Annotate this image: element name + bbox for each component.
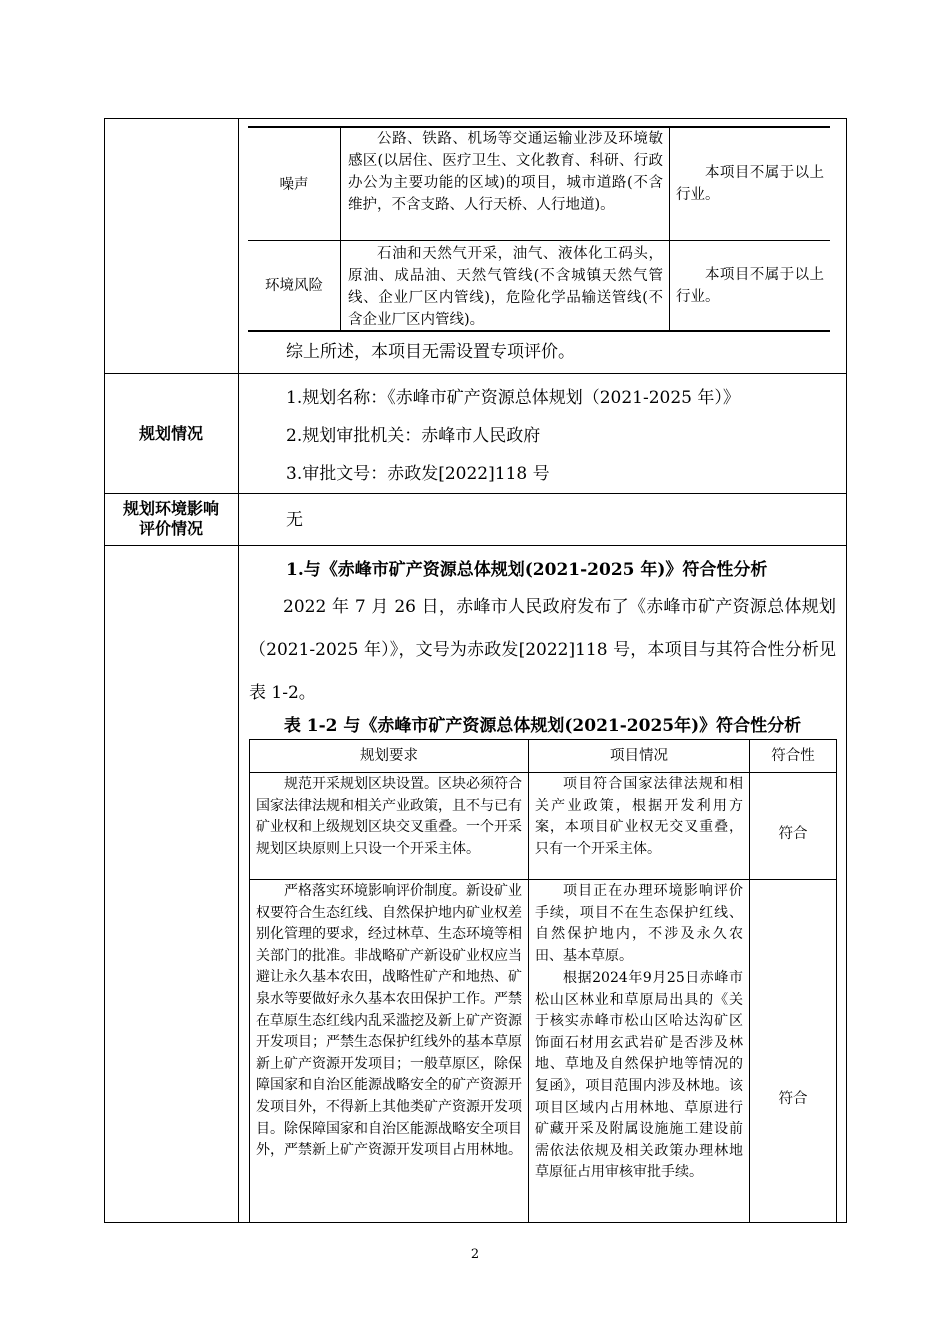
planning-env-value: 无 xyxy=(286,510,303,530)
page-number: 2 xyxy=(470,1247,480,1262)
row2-conform: 符合 xyxy=(778,1091,808,1107)
planning-item-3: 3.审批文号：赤政发[2022]118 号 xyxy=(286,464,550,484)
row1-conform: 符合 xyxy=(778,826,808,842)
analysis-heading: 1.与《赤峰市矿产资源总体规划(2021-2025 年)》符合性分析 xyxy=(286,560,768,580)
col-requirement: 规划要求 xyxy=(360,748,418,764)
row1-requirement: 规范开采规划区块设置。区块必须符合国家法律法规和相关产业政策，且不与已有矿业权和上级规划区块交叉重叠。一个开采规划区块原则上只设一个开采主体。 xyxy=(256,776,522,857)
analysis-paragraph: 2022 年 7 月 26 日，赤峰市人民政府发布了《赤峰市矿产资源总体规划（2021-2025 年）》，文号为赤政发[2022]118 号，本项目与其符合性分析见表 1-2。 xyxy=(249,597,836,703)
row2-situation-1: 项目正在办理环境影响评价手续，项目不在生态保护红线、自然保护地内，不涉及永久农田、基本草原。 xyxy=(535,883,743,964)
table-title: 表 1-2 与《赤峰市矿产资源总体规划(2021-2025年)》符合性分析 xyxy=(283,716,802,736)
col-situation: 项目情况 xyxy=(610,748,668,764)
row2-requirement: 严格落实环境影响评价制度。新设矿业权要符合生态红线、自然保护地内矿业权差别化管理的要求，经过林草、生态环境等相关部门的批准。非战略矿产新设矿业权应当避让永久基本农田，战略性矿产和地热、矿泉水等要做好永久基本农田保护工作。严禁在草原生态红线内乱采滥挖及新上矿产资源开发项目；严禁生态保护红线外的基本草原新上矿产资源开发项目；一般草原区，除保障国家和自治区能源战略安全的矿产资源开发项目外，不得新上其他类矿产资源开发项目。除保障国家和自治区能源战略安全项目外，严禁新上矿产资源开发项目占用林地。 xyxy=(256,883,522,1159)
row1-situation: 项目符合国家法律法规和相关产业政策，根据开发利用方案，本项目矿业权无交叉重叠，只有一个开采主体。 xyxy=(535,776,743,857)
noise-category: 噪声 xyxy=(279,177,309,193)
risk-result: 本项目不属于以上行业。 xyxy=(676,267,824,305)
risk-scope: 石油和天然气开采，油气、液体化工码头，原油、成品油、天然气管线(不含城镇天然气管线、企业厂区内管线)，危险化学品输送管线(不含企业厂区内管线)。 xyxy=(348,246,663,328)
planning-env-label-1: 规划环境影响 xyxy=(122,499,219,518)
summary-text: 综上所述，本项目无需设置专项评价。 xyxy=(286,342,575,362)
col-conform: 符合性 xyxy=(771,748,815,764)
noise-result: 本项目不属于以上行业。 xyxy=(676,165,824,203)
planning-env-label-2: 评价情况 xyxy=(138,519,203,538)
planning-item-2: 2.规划审批机关：赤峰市人民政府 xyxy=(286,426,541,446)
noise-scope: 公路、铁路、机场等交通运输业涉及环境敏感区(以居住、医疗卫生、文化教育、科研、行政办公为主要功能的区域)的项目，城市道路(不含维护，不含支路、人行天桥、人行地道)。 xyxy=(348,131,663,213)
planning-item-1: 1.规划名称：《赤峰市矿产资源总体规划（2021-2025 年）》 xyxy=(286,388,740,408)
planning-label: 规划情况 xyxy=(138,424,203,443)
row2-situation-2: 根据2024年9月25日赤峰市松山区林业和草原局出具的《关于核实赤峰市松山区哈达沟矿区饰面石材用玄武岩矿是否涉及林地、草地及自然保护地等情况的复函》，项目范围内涉及林地。该项目区域内占用林地、草原进行矿藏开采及附属设施施工建设前需依法依规及相关政策办理林地草原征占用审核审批手续。 xyxy=(535,970,743,1181)
risk-category: 环境风险 xyxy=(265,278,323,294)
